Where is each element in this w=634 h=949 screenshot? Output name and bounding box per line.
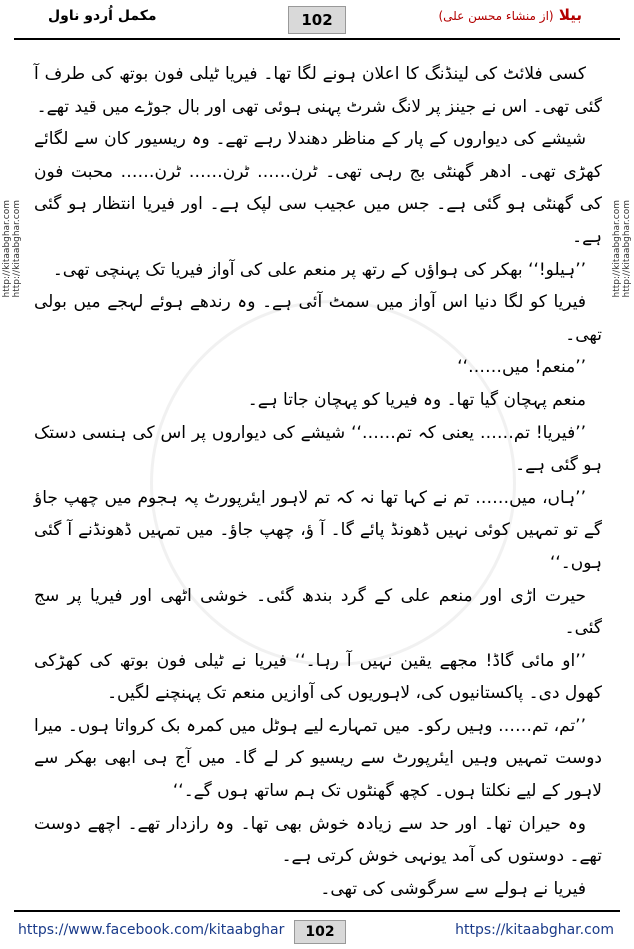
paragraph: ’’تم، تم…… وہیں رکو۔ میں تمہارے لیے ہوٹل میں کمرہ بک کرواتا ہوں۔ میرا دوست تمہیں وہیں ایئرپورٹ سے ریسیو کر لے گا۔ میں آج ہی ابھی بھکر سے لاہور کے لیے نکلتا ہوں۔ کچھ گھنٹوں تک ہم ساتھ ہوں گے۔‘‘ <box>34 715 602 802</box>
paragraph: منعم پہچان گیا تھا۔ وہ فیریا کو پہچان جاتا ہے۔ <box>247 389 586 410</box>
paragraph: ’’فیریا! تم…… یعنی کہ تم……‘‘ شیشے کی دیواروں پر اس کی ہنسی دستک ہو گئی ہے۔ <box>34 422 602 476</box>
website-link[interactable]: https://kitaabghar.com <box>455 922 614 938</box>
paragraph: کسی فلائٹ کی لینڈنگ کا اعلان ہونے لگا تھا۔ فیریا ٹیلی فون بوتھ کی طرف آ گئی تھی۔ اس نے جینز پر لانگ شرٹ پہنی ہوئی تھی اور بال جوڑے میں قید تھے۔ <box>34 64 602 117</box>
footer-page-number: 102 <box>294 920 346 944</box>
side-link[interactable]: http://kitaabghar.com <box>12 200 22 298</box>
right-side-links <box>612 80 632 297</box>
paragraph: فیریا نے ہولے سے سرگوشی کی تھی۔ <box>320 878 586 899</box>
side-link[interactable]: http://kitaabghar.com <box>2 200 12 298</box>
header-divider <box>14 38 620 40</box>
novel-title-text: بیلا <box>558 6 582 24</box>
paragraph: حیرت اڑی اور منعم علی کے گرد بندھ گئی۔ خوشی اٹھی اور فیریا پر سج گئی۔ <box>34 585 602 639</box>
side-link[interactable]: http://kitaabghar.com <box>622 200 632 298</box>
header-page-number: 102 <box>288 6 346 34</box>
page-footer <box>0 914 634 949</box>
novel-title <box>438 6 582 24</box>
paragraph: وہ حیران تھا۔ اور حد سے زیادہ خوش بھی تھا۔ وہ رازدار تھے۔ اچھے دوست تھے۔ دوستوں کی آمد یونہی خوش کرتی ہے۔ <box>34 813 602 867</box>
book-category-label: مکمل اُردو ناول <box>48 8 157 24</box>
novel-body-text <box>34 58 602 905</box>
author-label: (از منشاء محسن علی) <box>438 9 554 23</box>
paragraph: ’’ہیلو!‘‘ بھکر کی ہواؤں کے رتھ پر منعم علی کی آواز فیریا تک پہنچی تھی۔ <box>52 259 586 280</box>
facebook-link[interactable]: https://www.facebook.com/kitaabghar <box>18 922 285 938</box>
footer-divider <box>14 910 620 912</box>
left-side-links <box>2 80 22 297</box>
paragraph: ’’منعم! میں……‘‘ <box>457 357 586 378</box>
side-link[interactable]: http://kitaabghar.com <box>612 200 622 298</box>
paragraph: ’’ہاں، میں…… تم نے کہا تھا نہ کہ تم لاہور ایئرپورٹ پہ ہجوم میں چھپ جاؤ گے تو تمہیں کوئی نہیں ڈھونڈ پائے گا۔ آ ؤ، چھپ جاؤ۔ میں تمہیں ڈھونڈنے آ گئی ہوں۔‘‘ <box>34 487 602 573</box>
paragraph: فیریا کو لگا دنیا اس آواز میں سمٹ آئی ہے۔ وہ رندھے ہوئے لہجے میں بولی تھی۔ <box>34 292 602 345</box>
page-header <box>0 0 634 40</box>
paragraph: شیشے کی دیواروں کے پار کے مناظر دھندلا رہے تھے۔ وہ ریسیور کان سے لگائے کھڑی تھی۔ ادھر گھنٹی بج رہی تھی۔ ٹرن…… ٹرن…… ٹرن…… محبت فون کی گھنٹی ہو گئی ہے۔ جس میں عجیب سی لپک ہے۔ اور فیریا انتظار ہو گئی ہے۔ <box>34 129 602 247</box>
paragraph: ’’او مائی گاڈ! مجھے یقین نہیں آ رہا۔‘‘ فیریا نے ٹیلی فون بوتھ کی کھڑکی کھول دی۔ پاکستانیوں کی، لاہوریوں کی آوازیں منعم تک پہنچنے لگیں۔ <box>34 650 602 704</box>
